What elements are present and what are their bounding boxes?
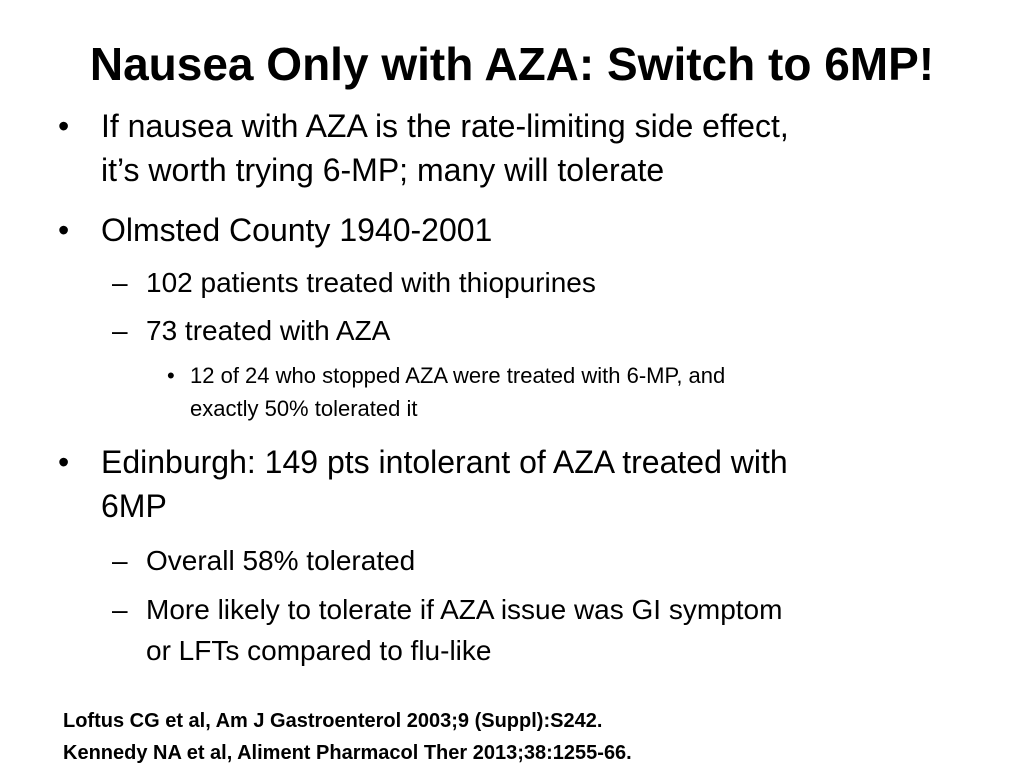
sub-sub-bullet-line-2: exactly 50% tolerated it <box>190 396 418 421</box>
bullet-marker: • <box>167 363 175 388</box>
sub-bullet-more-likely <box>112 589 946 671</box>
sub-bullet-text: 73 treated with AZA <box>146 315 391 346</box>
bullet-marker: • <box>58 444 70 480</box>
dash-marker: – <box>112 267 128 298</box>
dash-marker: – <box>112 594 128 625</box>
slide-title: Nausea Only with AZA: Switch to 6MP! <box>89 38 935 90</box>
bullet-text-line-2: 6MP <box>101 488 167 524</box>
bullet-marker: • <box>58 212 70 248</box>
bullet-nausea-switch <box>58 104 971 192</box>
dash-marker: – <box>112 315 128 346</box>
bullet-olmsted-county <box>58 208 971 252</box>
references <box>63 705 632 769</box>
bullet-text-line-1: If nausea with AZA is the rate-limiting side effect, <box>101 108 789 144</box>
dash-marker: – <box>112 545 128 576</box>
sub-bullet-line-2: or LFTs compared to flu-like <box>146 635 492 666</box>
bullet-text-line-2: it’s worth trying 6-MP; many will tolerate <box>101 152 665 188</box>
bullet-text: Olmsted County 1940-2001 <box>101 212 493 248</box>
sub-bullet-73-aza <box>112 310 946 351</box>
bullet-marker: • <box>58 108 70 144</box>
bullet-edinburgh <box>58 440 971 528</box>
sub-bullet-text: Overall 58% tolerated <box>146 545 416 576</box>
reference-kennedy: Kennedy NA et al, Aliment Pharmacol Ther 2013;38:1255-66. <box>63 742 632 764</box>
bullet-text-line-1: Edinburgh: 149 pts intolerant of AZA treated with <box>101 444 788 480</box>
sub-bullet-line-1: More likely to tolerate if AZA issue was GI symptom <box>146 594 783 625</box>
sub-sub-bullet-12-of-24 <box>167 359 920 425</box>
sub-bullet-text: 102 patients treated with thiopurines <box>146 267 596 298</box>
sub-bullet-overall-58 <box>112 540 946 581</box>
sub-sub-bullet-line-1: 12 of 24 who stopped AZA were treated with 6-MP, and <box>190 363 726 388</box>
reference-loftus: Loftus CG et al, Am J Gastroenterol 2003;9 (Suppl):S242. <box>63 710 603 732</box>
sub-bullet-102-patients <box>112 262 946 303</box>
